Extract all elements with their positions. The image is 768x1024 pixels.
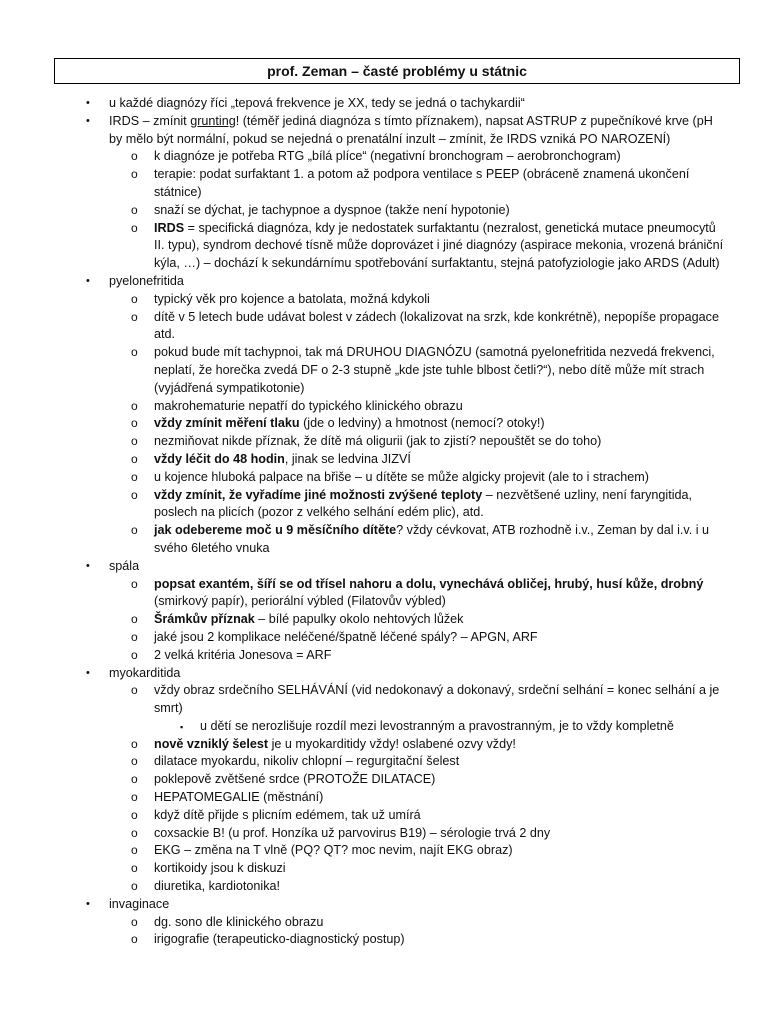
list-item: o EKG – změna na T vlně (PQ? QT? moc nevim, najít EKG obraz) (0, 842, 768, 860)
list-item: o typický věk pro kojence a batolata, možná kdykoli (0, 291, 768, 309)
list-item: o poklepově zvětšené srdce (PROTOŽE DILATACE) (0, 771, 768, 789)
bullet-marker: • (86, 97, 90, 109)
list-item: o vždy zmínit měření tlaku (jde o ledviny) a hmotnost (nemocí? otoky!) (0, 415, 768, 433)
list-item: o irigografie (terapeuticko-diagnostický postup) (0, 931, 768, 949)
list-item: o dítě v 5 letech bude udávat bolest v zádech (lokalizovat na srzk, kde konkrétně), nepopíše propagace atd. (131, 309, 719, 342)
circle-marker: o (131, 451, 138, 466)
bullet-marker: • (86, 897, 90, 910)
circle-marker: o (131, 220, 138, 235)
circle-marker: o (131, 576, 138, 591)
circle-marker: o (131, 469, 138, 484)
list-item: o kortikoidy jsou k diskuzi (0, 860, 768, 878)
list-item: o u kojence hluboká palpace na břiše – u dítěte se může algicky projevit (ale to i strachem) (0, 469, 768, 487)
list-item: o nezmiňovat nikde příznak, že dítě má oligurii (jak to zjistí? nepouštět se do toho) (0, 433, 768, 451)
list-item: o IRDS = specifická diagnóza, kdy je nedostatek surfaktantu (nezralost, genetická mutace pneumocytů II. typu), syndrom dechové tísně může doprovázet i jiné diagnózy (aspirace mekonia, vrozená brániční kýla, …) – dochází k sekundárnímu spotřebování surfaktantu, stejná patofyziologie jako ARDS (Adult) (131, 220, 724, 271)
list-item: o vždy obraz srdečního SELHÁVÁNÍ (vid nedokonavý a dokonavý, srdeční selhání = konec selhání a je smrt) (131, 683, 720, 716)
bullet-marker: • (86, 274, 90, 287)
circle-marker: o (131, 914, 138, 929)
list-item: • invaginace (0, 896, 768, 914)
circle-marker: o (131, 523, 138, 538)
circle-marker: o (131, 772, 138, 787)
square-marker: ▪ (180, 721, 184, 732)
circle-marker: o (131, 843, 138, 858)
list-item: o snaží se dýchat, je tachypnoe a dyspnoe (takže není hypotonie) (0, 202, 768, 220)
circle-marker: o (131, 202, 138, 217)
circle-marker: o (131, 487, 138, 502)
list-item: • IRDS – zmínit grunting! (téměř jediná diagnóza s tímto příznakem), napsat ASTRUP z pupečníkové krve (pH by mělo být normální, pokud se nejedná o prenatální inzult – zmínit, že IRDS vzniká PO NAROZENÍ) (86, 113, 713, 146)
circle-marker: o (131, 345, 138, 360)
list-item: o pokud bude mít tachypnoi, tak má DRUHOU DIAGNÓZU (samotná pyelonefritida nezvedá frekvenci, neplatí, že horečka zvedá DF o 2-3 stupně „kde jste tuhle blbost četli?“), nebo dítě může mít strach (vyjádřená sympatikotonie) (131, 345, 715, 395)
list-item: o HEPATOMEGALIE (městnání) (0, 789, 768, 807)
bullet-marker: • (86, 114, 90, 127)
list-item: o terapie: podat surfaktant 1. a potom až podpora ventilace s PEEP (obráceně znamená ukončení státnice) (131, 167, 690, 199)
circle-marker: o (131, 629, 138, 644)
circle-marker: o (131, 807, 138, 822)
circle-marker: o (131, 861, 138, 876)
list-item: o vždy léčit do 48 hodin, jinak se ledvina JIZVÍ (0, 451, 768, 469)
list-item: o diuretika, kardiotonika! (0, 878, 768, 896)
circle-marker: o (131, 149, 138, 164)
list-item: o vždy zmínit, že vyřadíme jiné možnosti zvýšené teploty – nezvětšené uzliny, není faryngitida, poslech na plicích (pozor z velkého selhání edém plic), atd. (131, 487, 693, 520)
circle-marker: o (131, 309, 138, 324)
list-item: o popsat exantém, šíří se od třísel nahoru a dolu, vynechává obličej, hrubý, husí kůže, drobný (smirkový papír), periorální výbled (Filatovův výbled) (131, 576, 704, 609)
list-item: o dilatace myokardu, nikoliv chlopní – regurgitační šelest (0, 753, 768, 771)
circle-marker: o (131, 825, 138, 840)
list-item: • myokarditida (0, 665, 768, 683)
list-item: o jak odebereme moč u 9 měsíčního dítěte? vždy cévkovat, ATB rozhodně i.v., Zeman by dal i.v. i u svého 6letého vnuka (131, 523, 710, 555)
circle-marker: o (131, 291, 138, 306)
list-item: • spála (0, 558, 768, 576)
notes-content (0, 95, 768, 949)
circle-marker: o (131, 612, 138, 627)
circle-marker: o (131, 736, 138, 751)
circle-marker: o (131, 754, 138, 769)
list-item: • u každé diagnózy říci „tepová frekvence je XX, tedy se jedná o tachykardii“ (0, 95, 768, 113)
notes-list (0, 95, 768, 949)
circle-marker: o (131, 167, 138, 182)
circle-marker: o (131, 879, 138, 894)
list-item: o 2 velká kritéria Jonesova = ARF (0, 647, 768, 665)
list-item: ▪ u dětí se nerozlišuje rozdíl mezi levostranným a pravostranným, je to vždy kompletně (0, 718, 768, 736)
list-item: o coxsackie B! (u prof. Honzíka už parvovirus B19) – sérologie trvá 2 dny (0, 825, 768, 843)
circle-marker: o (131, 647, 138, 662)
list-item: o Šrámkův příznak – bílé papulky okolo nehtových lůžek (0, 611, 768, 629)
list-item: o jaké jsou 2 komplikace neléčené/špatně léčené spály? – APGN, ARF (0, 629, 768, 647)
bullet-marker: • (86, 666, 90, 679)
circle-marker: o (131, 683, 138, 698)
page-title: prof. Zeman – časté problémy u státnic (54, 58, 740, 84)
list-item: • pyelonefritida (0, 273, 768, 291)
bullet-marker: • (86, 559, 90, 572)
circle-marker: o (131, 932, 138, 947)
list-item: o nově vzniklý šelest je u myokarditidy vždy! oslabené ozvy vždy! (0, 736, 768, 754)
circle-marker: o (131, 790, 138, 805)
circle-marker: o (131, 416, 138, 431)
circle-marker: o (131, 434, 138, 449)
list-item: o dg. sono dle klinického obrazu (0, 914, 768, 932)
list-item: o když dítě přijde s plicním edémem, tak už umírá (0, 807, 768, 825)
list-item: o k diagnóze je potřeba RTG „bílá plíce“ (negativní bronchogram – aerobronchogram) (0, 148, 768, 166)
circle-marker: o (131, 398, 138, 413)
list-item: o makrohematurie nepatří do typického klinického obrazu (0, 398, 768, 416)
